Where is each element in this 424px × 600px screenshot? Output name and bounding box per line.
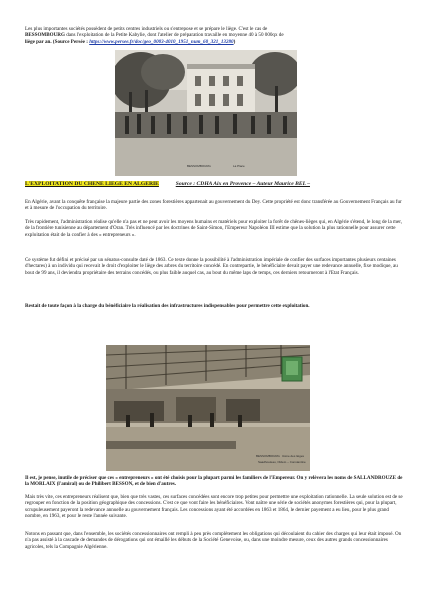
photo-usine bbox=[106, 345, 310, 471]
intro-line1: Les plus importantes sociétés possèdent de petits centres industriels ou s'entrepose et se prépare le liège. C'est le cas de bbox=[25, 26, 268, 32]
paragraph-5 bbox=[25, 475, 403, 488]
section-heading-row bbox=[25, 181, 403, 188]
usine-postcard bbox=[106, 345, 310, 471]
para7-text: Notons en passant que, dans l'ensemble, les sociétés concessionnaires ont rempli à peu près complètement les obligations qui découlaient du cahier des charges qui leur était imposé. On n'a pas assisté à la cascade de demandes de dérogations qui ont émaillé les débuts de la Société Genevoise, ou, dans une moindre mesure, ceux des autres grands concessionnaires agricoles, tels la Compagnie Algérienne. bbox=[25, 531, 402, 550]
para2-text: Très rapidement, l'administration réalise qu'elle n'a pas et ne peut avoir les moyens humains et matériels pour exploiter la forêt de chênes-lièges qui, en Algérie s'étend, le long de la mer, de la frontière tunisienne au département d'Oran. Très influencé par les doctrines de Saint-Simon, l'Empereur Napoléon III estime que la solution la plus rationnelle pour assurer cette exploitation était de la confier à des « entrepreneurs ». bbox=[25, 219, 402, 238]
section-heading: L'EXPLOITATION DU CHENE LIEGE EN ALGERIE bbox=[25, 181, 159, 187]
paragraph-3 bbox=[25, 257, 403, 276]
section-source: Source : CDHA Aix en Provence – Auteur Maurice BEL – bbox=[175, 181, 310, 187]
paragraph-2 bbox=[25, 219, 403, 238]
para4-text: Restait de toute façon à la charge du bénéficiaire la réalisation des infrastructures indispensables pour permettre cette exploitation. bbox=[25, 303, 310, 309]
photo-la-place bbox=[115, 50, 297, 176]
intro-line3-end: ) bbox=[233, 38, 236, 45]
photo2-caption-under: Saadhouleau, Oldero – Constantine bbox=[258, 460, 306, 464]
paragraph-7 bbox=[25, 531, 403, 550]
intro-line3: liège par an. (Source Persée : bbox=[25, 38, 90, 45]
photo2-caption-right: Usine des lièges bbox=[282, 454, 305, 458]
para3-text: Ce système fut défini et précisé par un sénatus-consulte daté de 1863. Ce texte donne la possibilité à l'administration impériale de confier des surfaces importantes plusieurs centaines d'hectares) à un individu qui recevait le droit d'exploiter le liège des arbres du territoire concédé. En contrepartie, le bénéficiaire devait payer une redevance annuelle, fixe modique, au bout de 99 ans, il deviendra propriétaire des terrains concédés, ou plus faible auquel cas, au bout du même laps de temps, ces derniers retourneront à l'Etat Français. bbox=[25, 257, 398, 276]
paragraph-4 bbox=[25, 303, 403, 309]
para5-text: Il est, je pense, inutile de préciser que ces « entrepreneurs » ont été choisis pour la plupart parmi les familiers de l'Empereur. On y relèvera les noms de SALLANDROUZE de la MORLAIX (l'amiral) ou de Philibert BESSON, et de bien d'autres. bbox=[25, 475, 403, 488]
photo1-caption-right: La Place bbox=[233, 164, 245, 168]
bessombourg-name: BESSOMBOURG bbox=[25, 32, 65, 39]
paragraph-6 bbox=[25, 494, 403, 520]
intro-line2: dans l'exploitation de la Petite Kabylie, dont l'atelier de préparation travaille en moyenne 40 à 50 000qx de bbox=[64, 32, 284, 39]
intro-paragraph bbox=[25, 26, 403, 45]
para6-text: Mais très vite, ces entrepreneurs réalisent que, bien que très vastes, ces surfaces concédées sont encore trop petites pour permettre une exploitation rationnelle. La seule solution est de se regrouper en fonction de la position géographique des concessions. C'est ce que vont faire les bénéficiaires. Vont naître une série de sociétés anonymes forestières qui, pour la plupart, scrupuleusement payeront la redevance annuelle au gouvernement français. Les concessions ayant été accordées en 1863 et 1864, le dernier payement a eu lieu, pour le plus grand nombre, en 1963, et pour le reste l'année suivante. bbox=[25, 494, 403, 520]
la-place-postcard bbox=[115, 50, 297, 176]
para1-text: En Algérie, avant la conquête française la majeure partie des zones forestières appartenait au gouvernement du Dey. Cette propriété est donc transférée au Gouvernement Français au fur et à mesure de l'occupation du territoire. bbox=[25, 199, 402, 212]
persee-link[interactable]: https://www.persee.fr/doc/geo_0003-4010_1951_num_60_321_13280 bbox=[89, 38, 234, 45]
paragraph-1 bbox=[25, 199, 403, 212]
photo2-caption-left: BESSOMBOURG bbox=[256, 454, 280, 458]
photo1-caption-left: BESSOMBOURG bbox=[187, 164, 211, 168]
